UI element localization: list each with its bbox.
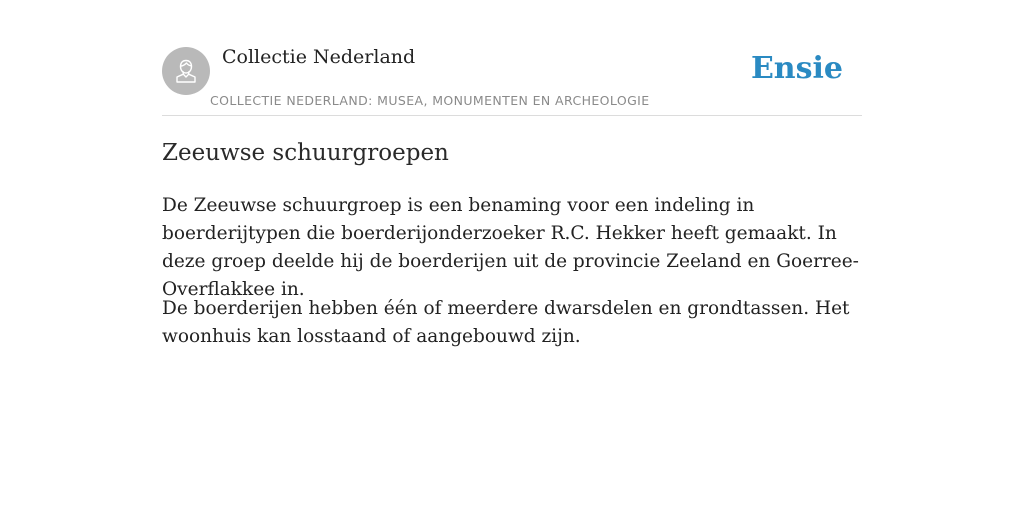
definition-paragraph: De Zeeuwse schuurgroep is een benaming voor een indeling in boerderijtypen die boerderijonderzoeker R.C. Hekker heeft gemaakt. In deze groep deelde hij de boerderijen uit de provincie Zeeland en Goerree-Overflakkee in. [162,195,859,300]
card-header [162,0,862,116]
avatar[interactable] [162,47,210,95]
ensie-logo[interactable]: Ensie [750,51,843,86]
definition-card [162,0,862,347]
user-icon [171,56,201,86]
category-label[interactable]: COLLECTIE NEDERLAND: MUSEA, MONUMENTEN EN ARCHEOLOGIE [210,93,650,108]
page-title: Zeeuwse schuurgroepen [162,140,449,166]
definition-paragraph: De boerderijen hebben één of meerdere dwarsdelen en grondtassen. Het woonhuis kan losstaand of aangebouwd zijn. [162,298,850,347]
author-name[interactable]: Collectie Nederland [222,46,416,68]
